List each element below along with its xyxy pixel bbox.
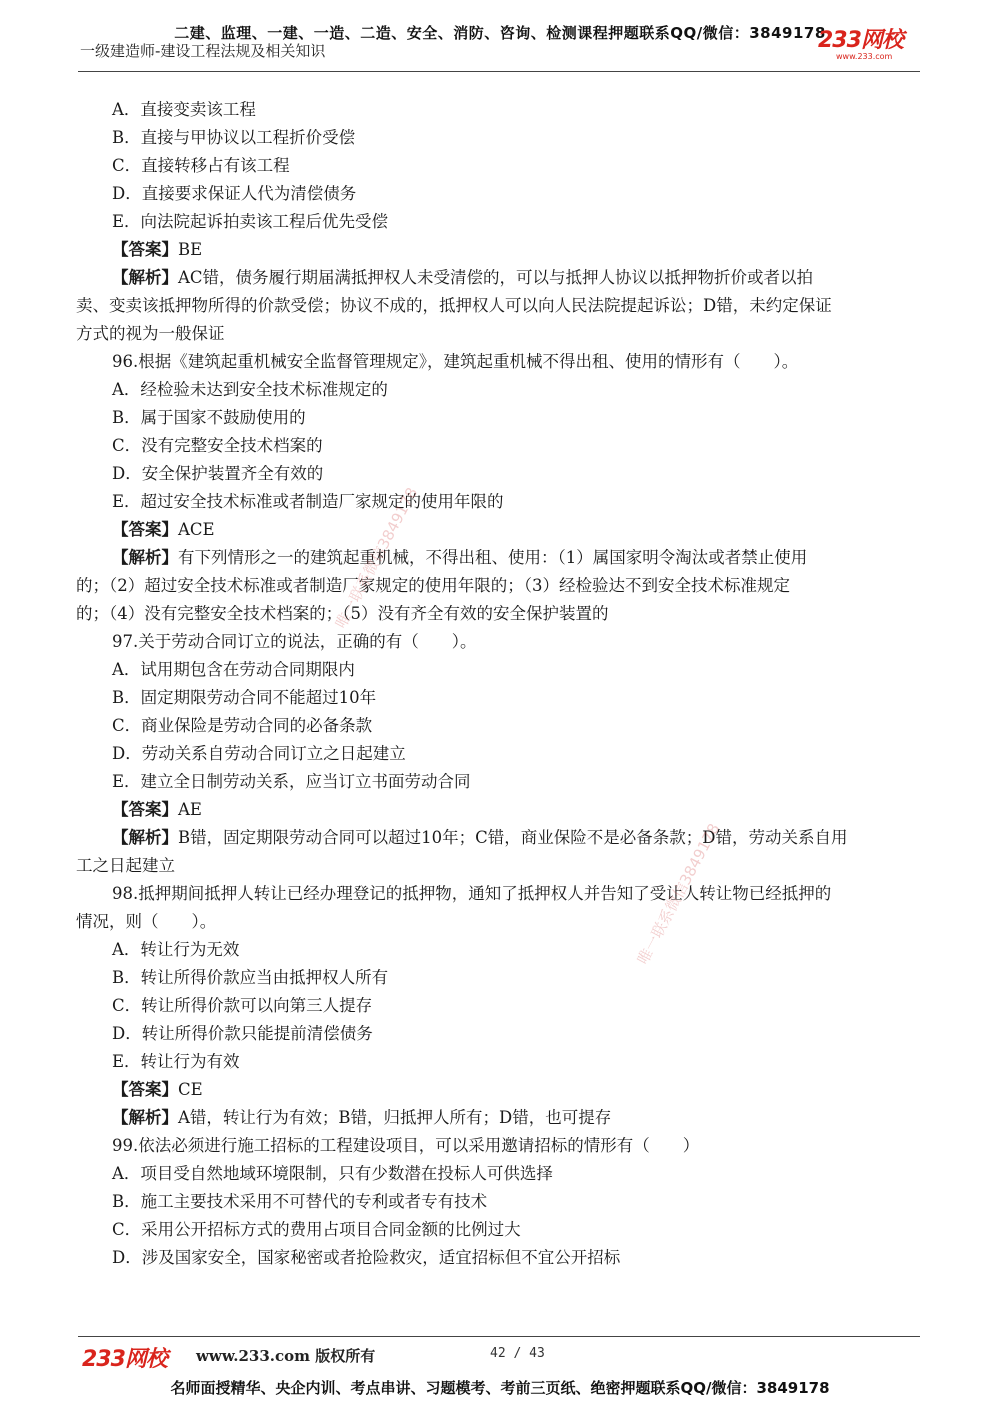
option-line — [76, 124, 928, 152]
answer-tag: 【答案】 — [112, 240, 178, 259]
line-text: BE — [178, 240, 203, 259]
line-text: D．劳动关系自劳动合同订立之日起建立 — [112, 744, 406, 763]
line-text: 的；（2）超过安全技术标准或者制造厂家规定的使用年限的；（3）经检验达不到安全技术标准规定 — [76, 576, 790, 595]
option-line — [76, 96, 928, 124]
line-text: A．转让行为无效 — [112, 940, 240, 959]
option-line — [76, 180, 928, 208]
continuation-line — [76, 320, 928, 348]
line-text: D．涉及国家安全，国家秘密或者抢险救灾，适宜招标但不宜公开招标 — [112, 1248, 621, 1267]
line-text: 有下列情形之一的建筑起重机械，不得出租、使用：（1）属国家明令淘汰或者禁止使用 — [178, 548, 808, 567]
option-line — [76, 656, 928, 684]
answer-line — [76, 544, 928, 572]
line-text: A．直接变卖该工程 — [112, 100, 256, 119]
line-text: AC错，债务履行期届满抵押权人未受清偿的，可以与抵押人协议以抵押物折价或者以拍 — [178, 268, 814, 287]
document-subtitle: 一级建造师-建设工程法规及相关知识 — [80, 42, 326, 60]
line-text: C．直接转移占有该工程 — [112, 156, 290, 175]
option-line — [76, 404, 928, 432]
line-text: C．采用公开招标方式的费用占项目合同金额的比例过大 — [112, 1220, 521, 1239]
line-text: C．转让所得价款可以向第三人提存 — [112, 996, 373, 1015]
footer-copyright: www.233.com 版权所有 — [196, 1347, 376, 1365]
line-text: C．没有完整安全技术档案的 — [112, 436, 323, 455]
answer-tag: 【解析】 — [112, 268, 178, 287]
line-text: B．直接与甲协议以工程折价受偿 — [112, 128, 356, 147]
line-text: 97.关于劳动合同订立的说法，正确的有（ ）。 — [112, 632, 477, 651]
answer-line — [76, 824, 928, 852]
answer-line — [76, 264, 928, 292]
line-text: D．转让所得价款只能提前清偿债务 — [112, 1024, 373, 1043]
line-text: E．超过安全技术标准或者制造厂家规定的使用年限的 — [112, 492, 504, 511]
header-divider — [78, 71, 920, 72]
option-line — [76, 712, 928, 740]
line-text: ACE — [178, 520, 215, 539]
line-text: A．经检验未达到安全技术标准规定的 — [112, 380, 388, 399]
page-number: 42 / 43 — [490, 1346, 545, 1361]
continuation-line — [76, 572, 928, 600]
answer-line — [76, 516, 928, 544]
site-logo — [818, 30, 928, 64]
line-text: 96.根据《建筑起重机械安全监督管理规定》，建筑起重机械不得出租、使用的情形有（ ）。 — [112, 352, 799, 371]
line-text: B．施工主要技术采用不可替代的专利或者专有技术 — [112, 1192, 488, 1211]
watermark: 唯一联系微信3849178 — [633, 820, 724, 968]
line-text: E．向法院起诉拍卖该工程后优先受偿 — [112, 212, 389, 231]
line-text: B错，固定期限劳动合同可以超过10年；C错，商业保险不是必备条款；D错，劳动关系自用 — [178, 828, 848, 847]
option-line — [76, 152, 928, 180]
continuation-line — [76, 908, 928, 936]
answer-tag: 【答案】 — [112, 1080, 178, 1099]
option-line — [76, 460, 928, 488]
line-text: 情况，则（ ）。 — [76, 912, 217, 931]
logo-text: 233网校 — [818, 28, 903, 53]
option-line — [76, 768, 928, 796]
line-text: D．直接要求保证人代为清偿债务 — [112, 184, 357, 203]
answer-tag: 【答案】 — [112, 800, 178, 819]
option-line — [76, 964, 928, 992]
option-line — [76, 432, 928, 460]
line-text: B．转让所得价款应当由抵押权人所有 — [112, 968, 389, 987]
option-line — [76, 1160, 928, 1188]
footer-divider — [78, 1336, 920, 1337]
answer-tag: 【解析】 — [112, 1108, 178, 1127]
watermark: 唯一联系微信3849178 — [331, 484, 422, 632]
answer-line — [76, 796, 928, 824]
option-line — [76, 684, 928, 712]
line-text: E．建立全日制劳动关系，应当订立书面劳动合同 — [112, 772, 471, 791]
line-text: 99.依法必须进行施工招标的工程建设项目，可以采用邀请招标的情形有（ ） — [112, 1136, 700, 1155]
header-promo-line: 二建、监理、一建、一造、二造、安全、消防、咨询、检测课程押题联系QQ/微信：3849178 — [174, 24, 826, 42]
document-body — [76, 96, 928, 1272]
option-line — [76, 992, 928, 1020]
answer-line — [76, 1076, 928, 1104]
continuation-line — [76, 600, 928, 628]
line-text: A错，转让行为有效；B错，归抵押人所有；D错，也可提存 — [178, 1108, 612, 1127]
line-text: D．安全保护装置齐全有效的 — [112, 464, 324, 483]
option-line — [76, 936, 928, 964]
option-line — [76, 1244, 928, 1272]
line-text: AE — [178, 800, 202, 819]
line-text: A．试用期包含在劳动合同期限内 — [112, 660, 355, 679]
line-text: 工之日起建立 — [76, 856, 175, 875]
option-line — [76, 208, 928, 236]
question-line — [76, 628, 928, 656]
question-line — [76, 348, 928, 376]
continuation-line — [76, 292, 928, 320]
option-line — [76, 376, 928, 404]
answer-tag: 【解析】 — [112, 828, 178, 847]
line-text: E．转让行为有效 — [112, 1052, 240, 1071]
answer-line — [76, 236, 928, 264]
line-text: B．属于国家不鼓励使用的 — [112, 408, 306, 427]
option-line — [76, 1188, 928, 1216]
option-line — [76, 1048, 928, 1076]
line-text: 卖、变卖该抵押物所得的价款受偿；协议不成的，抵押权人可以向人民法院提起诉讼；D错，未约定保证 — [76, 296, 832, 315]
option-line — [76, 740, 928, 768]
line-text: 98.抵押期间抵押人转让已经办理登记的抵押物，通知了抵押权人并告知了受让人转让物已经抵押的 — [112, 884, 832, 903]
line-text: A．项目受自然地域环境限制，只有少数潜在投标人可供选择 — [112, 1164, 553, 1183]
line-text: B．固定期限劳动合同不能超过10年 — [112, 688, 377, 707]
line-text: C．商业保险是劳动合同的必备条款 — [112, 716, 373, 735]
question-line — [76, 1132, 928, 1160]
footer-promo-line: 名师面授精华、央企内训、考点串讲、习题模考、考前三页纸、绝密押题联系QQ/微信：3849178 — [170, 1379, 830, 1397]
answer-tag: 【答案】 — [112, 520, 178, 539]
answer-line — [76, 1104, 928, 1132]
option-line — [76, 488, 928, 516]
option-line — [76, 1216, 928, 1244]
logo-url: www.233.com — [836, 52, 893, 61]
continuation-line — [76, 852, 928, 880]
option-line — [76, 1020, 928, 1048]
question-line — [76, 880, 928, 908]
line-text: 方式的视为一般保证 — [76, 324, 225, 343]
line-text: CE — [178, 1080, 203, 1099]
answer-tag: 【解析】 — [112, 548, 178, 567]
line-text: 的；（4）没有完整安全技术档案的；（5）没有齐全有效的安全保护装置的 — [76, 604, 609, 623]
footer-logo: 233网校 — [82, 1347, 167, 1372]
